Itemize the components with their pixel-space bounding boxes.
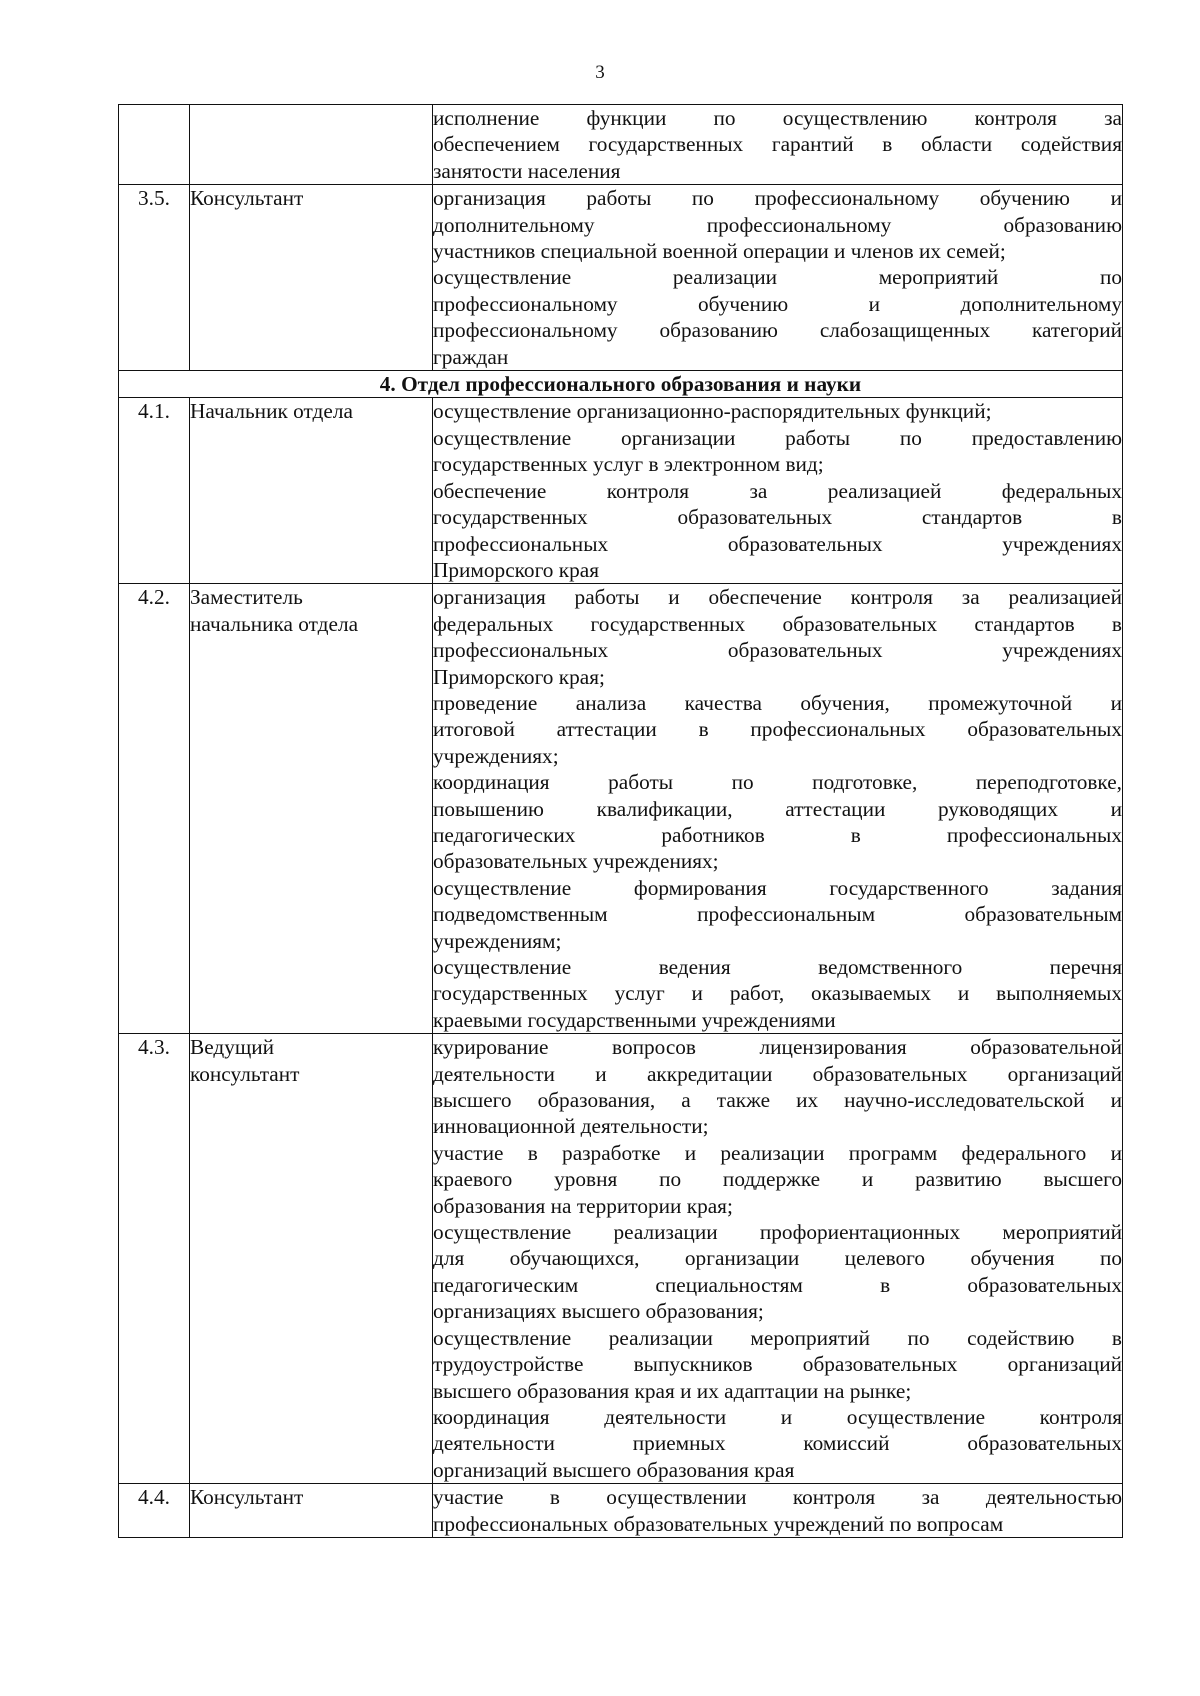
position-title: Заместитель bbox=[190, 585, 303, 610]
duty-line: осуществление организационно-распорядительных функций; bbox=[433, 399, 992, 424]
duty-line: профессиональных образовательных учреждений по вопросам bbox=[433, 1511, 1004, 1536]
position-title: Консультант bbox=[190, 1485, 304, 1510]
duty-line: курирование вопросов лицензирования образовательной bbox=[433, 1035, 1122, 1060]
duty-line: осуществление формирования государственного задания bbox=[433, 875, 1122, 900]
duties-cell bbox=[433, 398, 1123, 584]
table-row bbox=[119, 1034, 1123, 1484]
duty-line: организация работы по профессиональному обучению и bbox=[433, 186, 1122, 211]
table-row bbox=[119, 584, 1123, 1034]
row-number: 4.4. bbox=[119, 1484, 190, 1538]
duties-cell bbox=[433, 584, 1123, 1034]
duty-line: граждан bbox=[433, 344, 509, 369]
section-title: 4. Отдел профессионального образования и науки bbox=[119, 371, 1123, 398]
duty-line: высшего образования, а также их научно-исследовательской и bbox=[433, 1088, 1122, 1113]
duty-line: педагогическим специальностям в образовательных bbox=[433, 1272, 1122, 1297]
duty-line: государственных образовательных стандартов в bbox=[433, 505, 1122, 530]
duty-line: деятельности и аккредитации образовательных организаций bbox=[433, 1061, 1122, 1086]
position-cell bbox=[190, 105, 433, 185]
duty-line: инновационной деятельности; bbox=[433, 1114, 709, 1139]
duty-line: деятельности приемных комиссий образовательных bbox=[433, 1431, 1122, 1456]
duty-line: краевого уровня по поддержке и развитию высшего bbox=[433, 1167, 1122, 1192]
duty-line: педагогических работников в профессиональных bbox=[433, 822, 1122, 847]
duty-line: осуществление организации работы по предоставлению bbox=[433, 425, 1122, 450]
duty-line: образования на территории края; bbox=[433, 1193, 733, 1218]
duty-line: обеспечением государственных гарантий в области содействия bbox=[433, 132, 1122, 157]
position-title: Начальник отдела bbox=[190, 399, 353, 424]
duty-line: организаций высшего образования края bbox=[433, 1457, 795, 1482]
duty-line: для обучающихся, организации целевого обучения по bbox=[433, 1246, 1122, 1271]
duty-line: профессиональных образовательных учреждениях bbox=[433, 638, 1122, 663]
position-cell bbox=[190, 1484, 433, 1538]
duties-cell bbox=[433, 1034, 1123, 1484]
section-row bbox=[119, 371, 1123, 398]
duty-line: обеспечение контроля за реализацией федеральных bbox=[433, 478, 1122, 503]
duty-line: профессиональному обучению и дополнительному bbox=[433, 291, 1122, 316]
table-row bbox=[119, 398, 1123, 584]
duty-line: подведомственным профессиональным образовательным bbox=[433, 902, 1122, 927]
duty-line: федеральных государственных образовательных стандартов в bbox=[433, 611, 1122, 636]
section-body bbox=[119, 371, 1123, 398]
duty-line: занятости населения bbox=[433, 158, 621, 183]
duties-cell bbox=[433, 185, 1123, 371]
table-body-top bbox=[119, 105, 1123, 371]
duty-line: государственных услуг в электронном вид; bbox=[433, 452, 824, 477]
duty-line: осуществление реализации мероприятий по bbox=[433, 265, 1122, 290]
row-number: 4.2. bbox=[119, 584, 190, 1034]
duty-line: организация работы и обеспечение контроля за реализацией bbox=[433, 585, 1122, 610]
page-number: 3 bbox=[595, 62, 605, 83]
duty-line: участников специальной военной операции и членов их семей; bbox=[433, 239, 1006, 264]
position-cell bbox=[190, 398, 433, 584]
position-cell bbox=[190, 185, 433, 371]
position-title: Консультант bbox=[190, 186, 304, 211]
duty-line: учреждениям; bbox=[433, 928, 562, 953]
duty-line: проведение анализа качества обучения, промежуточной и bbox=[433, 690, 1122, 715]
duty-line: профессиональному образованию слабозащищенных категорий bbox=[433, 318, 1122, 343]
position-title: Ведущий bbox=[190, 1035, 275, 1060]
duty-line: профессиональных образовательных учреждениях bbox=[433, 531, 1122, 556]
duty-line: участие в осуществлении контроля за деятельностью bbox=[433, 1485, 1122, 1510]
position-cell bbox=[190, 584, 433, 1034]
duties-cell bbox=[433, 105, 1123, 185]
table-row bbox=[119, 185, 1123, 371]
duties-cell bbox=[433, 1484, 1123, 1538]
duty-line: организациях высшего образования; bbox=[433, 1299, 764, 1324]
position-title: начальника отдела bbox=[190, 611, 359, 636]
duty-line: Приморского края; bbox=[433, 664, 605, 689]
duty-line: государственных услуг и работ, оказываемых и выполняемых bbox=[433, 981, 1122, 1006]
duty-line: Приморского края bbox=[433, 557, 599, 582]
duty-line: краевыми государственными учреждениями bbox=[433, 1007, 836, 1032]
duty-line: итоговой аттестации в профессиональных образовательных bbox=[433, 717, 1122, 742]
position-title: консультант bbox=[190, 1061, 300, 1086]
duty-line: образовательных учреждениях; bbox=[433, 849, 719, 874]
duty-line: участие в разработке и реализации программ федерального и bbox=[433, 1140, 1122, 1165]
duty-line: осуществление реализации мероприятий по содействию в bbox=[433, 1325, 1122, 1350]
table-row bbox=[119, 105, 1123, 185]
duty-line: высшего образования края и их адаптации на рынке; bbox=[433, 1378, 912, 1403]
duty-line: исполнение функции по осуществлению контроля за bbox=[433, 106, 1122, 130]
table-body-bottom bbox=[119, 398, 1123, 1537]
row-number: 3.5. bbox=[119, 185, 190, 371]
position-cell bbox=[190, 1034, 433, 1484]
duty-line: координация деятельности и осуществление контроля bbox=[433, 1404, 1122, 1429]
duty-line: осуществление реализации профориентационных мероприятий bbox=[433, 1220, 1122, 1245]
duty-line: трудоустройстве выпускников образовательных организаций bbox=[433, 1352, 1122, 1377]
duty-line: осуществление ведения ведомственного перечня bbox=[433, 955, 1122, 979]
table-row bbox=[119, 1484, 1123, 1538]
row-number: 4.3. bbox=[119, 1034, 190, 1484]
duties-table bbox=[118, 104, 1123, 1538]
row-number bbox=[119, 105, 190, 185]
duty-line: повышению квалификации, аттестации руководящих и bbox=[433, 796, 1122, 821]
row-number: 4.1. bbox=[119, 398, 190, 584]
duty-line: дополнительному профессиональному образованию bbox=[433, 212, 1122, 237]
duty-line: учреждениях; bbox=[433, 743, 559, 768]
duty-line: координация работы по подготовке, переподготовке, bbox=[433, 770, 1122, 795]
